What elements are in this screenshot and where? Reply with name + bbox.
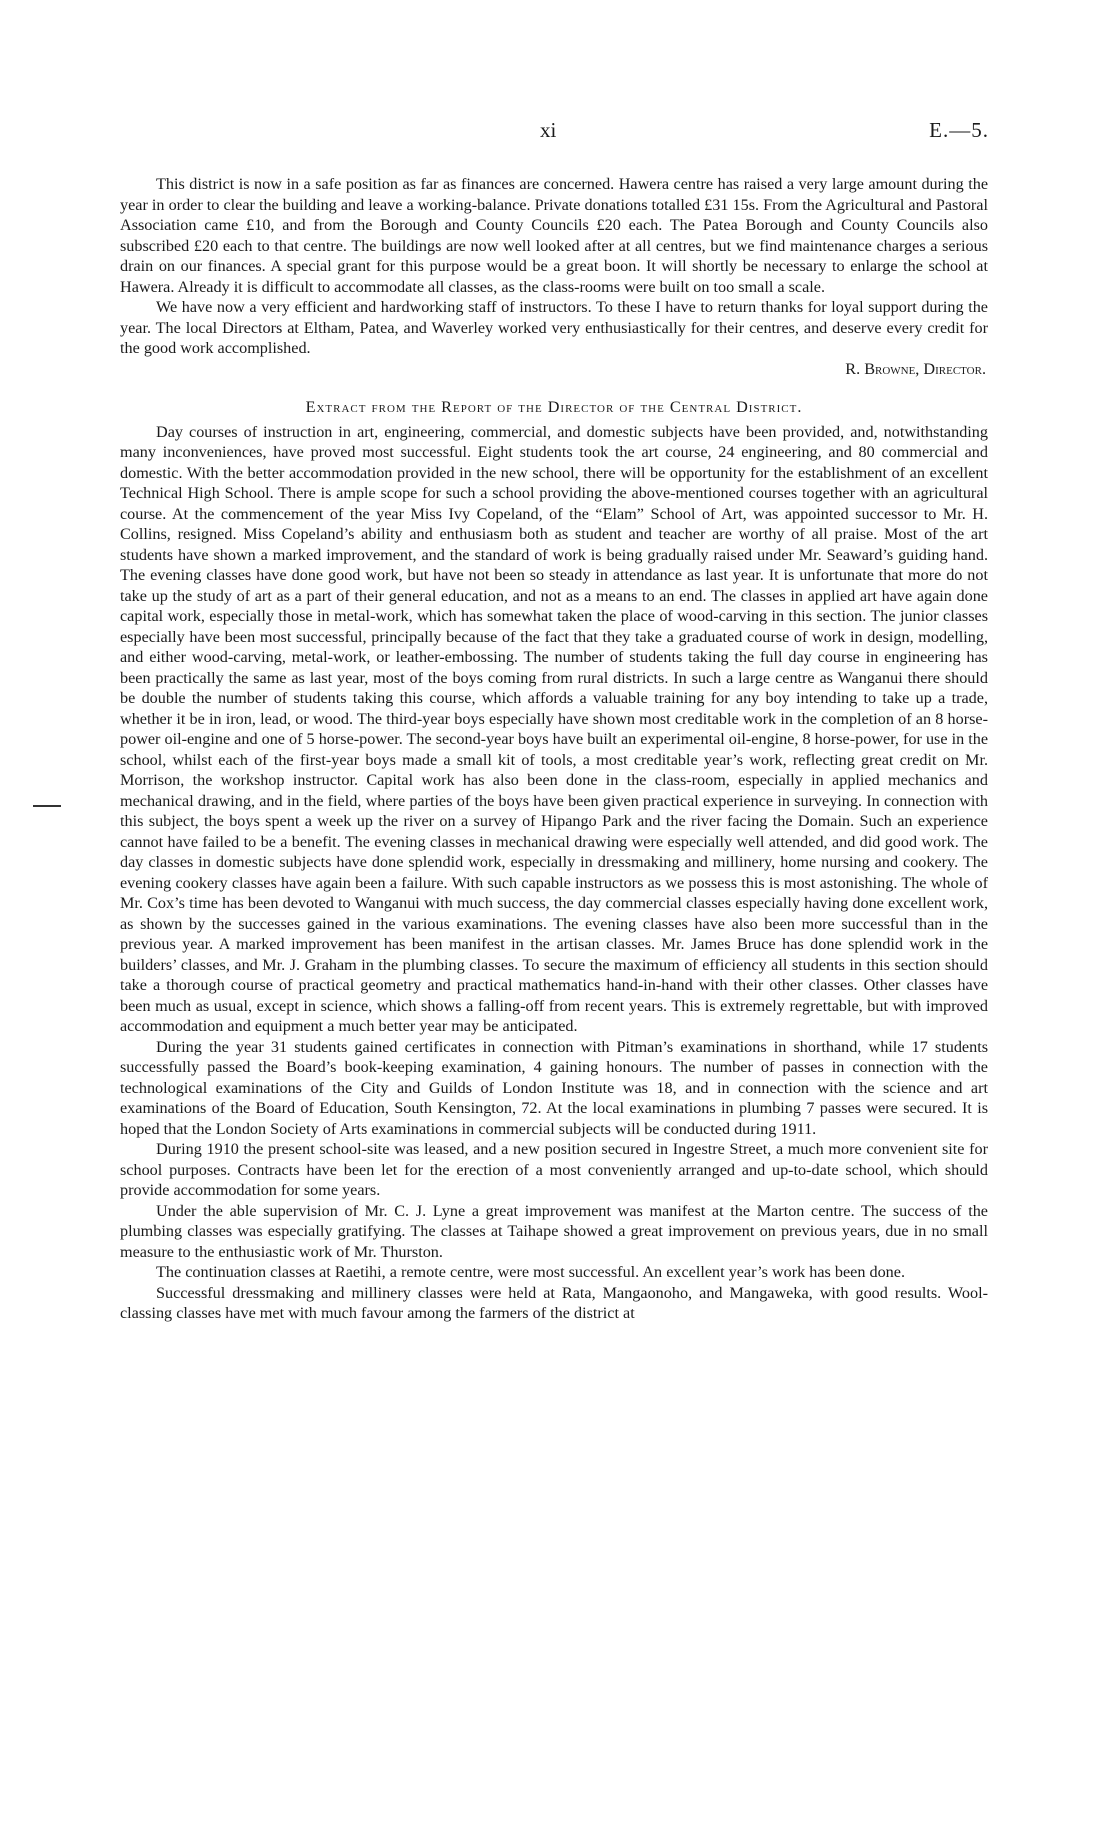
paragraph: Under the able supervision of Mr. C. J. Lyne a great improvement was manifest at the Marton centre. The success of the plumbing classes was especially gratifying. The classes at Taihape showed a great improvement on previous years, due in no small measure to the enthusiastic work of Mr. Thurston.: [120, 1201, 988, 1261]
paragraph: During 1910 the present school-site was leased, and a new position secured in Ingestre Street, a much more convenient site for school purposes. Contracts have been let for the erection of a most conveniently arranged and up-to-date school, which should provide accommodation for some years.: [120, 1140, 988, 1199]
section-title: Extract from the Report of the Director of the Central District.: [305, 398, 803, 416]
paragraph: We have now a very efficient and hardworking staff of instructors. To these I have to return thanks for loyal support during the year. The local Directors at Eltham, Patea, and Waverley worked very enthusiastically for their centres, and deserve every credit for the good work accomplished.: [120, 298, 988, 357]
page-header: [0, 118, 1114, 144]
body-text: [120, 174, 988, 1324]
series-code: E.—5.: [929, 118, 989, 142]
margin-mark: [33, 805, 61, 807]
paragraph: The continuation classes at Raetihi, a remote centre, were most successful. An excellent year’s work has been done.: [156, 1263, 906, 1281]
signature: R. Browne, Director.: [845, 359, 986, 378]
paragraph: This district is now in a safe position as far as finances are concerned. Hawera centre has raised a very large amount during the year in order to clear the building and leave a working-balance. Private donations totalled £31 15s. From the Agricultural and Pastoral Association came £10, and from the Borough and County Councils £20 each. The Patea Borough and County Councils also subscribed £20 each to that centre. The buildings are now well looked after at all centres, but we find maintenance charges a serious drain on our finances. A special grant for this purpose would be a great boon. It will shortly be necessary to enlarge the school at Hawera. Already it is difficult to accommodate all classes, as the class-rooms were built on too small a scale.: [120, 175, 988, 296]
paragraph: Successful dressmaking and millinery classes were held at Rata, Mangaonoho, and Mangaweka, with good results. Wool-classing classes have met with much favour among the farmers of the district at: [120, 1283, 988, 1322]
page-number: xi: [540, 118, 557, 142]
paragraph: During the year 31 students gained certificates in connection with Pitman’s examinations in shorthand, while 17 students successfully passed the Board’s book-keeping examination, 4 gaining honours. The number of passes in connection with the technological examinations of the City and Guilds of London Institute was 18, and in connection with the science and art examinations of the Board of Education, South Kensington, 72. At the local examinations in plumbing 7 passes were secured. It is hoped that the London Society of Arts examinations in commercial subjects will be conducted during 1911.: [120, 1037, 988, 1138]
paragraph: Day courses of instruction in art, engineering, commercial, and domestic subjects have been provided, and, notwithstanding many inconveniences, have proved most successful. Eight students took the art course, 24 engineering, and 80 commercial and domestic. With the better accommodation provided in the new school, there will be opportunity for the establishment of an excellent Technical High School. There is ample scope for such a school providing the above-mentioned courses together with an agricultural course. At the commencement of the year Miss Ivy Copeland, of the “Elam” School of Art, was appointed successor to Mr. H. Collins, resigned. Miss Copeland’s ability and enthusiasm both as student and teacher are worthy of all praise. Most of the art students have shown a marked improvement, and the standard of work is being gradually raised under Mr. Seaward’s guiding hand. The evening classes have done good work, but have not been so steady in attendance as last year. It is unfortunate that more do not take up the study of art as a part of their general education, and not as a means to an end. The classes in applied art have again done capital work, especially those in metal-work, which has somewhat taken the place of wood-carving in this section. The junior classes especially have been most successful, principally because of the fact that they take a graduated course of work in design, modelling, and either wood-carving, metal-work, or leather-embossing. The number of students taking the full day course in engineering has been practically the same as last year, most of the boys coming from rural districts. In such a large centre as Wanganui there should be double the number of students taking this course, which affords a valuable training for any boy intending to take up a trade, whether it be in iron, lead, or wood. The third-year boys especially have shown most creditable work in the completion of an 8 horse-power oil-engine and one of 5 horse-power. The second-year boys have built an experimental oil-engine, 8 horse-power, for use in the school, whilst each of the first-year boys made a small kit of tools, a most creditable year’s work, reflecting great credit on Mr. Morrison, the workshop instructor. Capital work has also been done in the class-room, especially in applied mechanics and mechanical drawing, and in the field, where parties of the boys have been given practical experience in surveying. In connection with this subject, the boys spent a week up the river on a survey of Hipango Park and the river facing the Domain. Such an experience cannot have failed to be a benefit. The evening classes in mechanical drawing were especially well attended, and did good work. The day classes in domestic subjects have done splendid work, especially in dressmaking and millinery, home nursing and cookery. The evening cookery classes have again been a failure. With such capable instructors as we possess this is most astonishing. The whole of Mr. Cox’s time has been devoted to Wanganui with much success, the day commercial classes especially having done excellent work, as shown by the successes gained in the various examinations. The evening classes have also been more successful than in the previous year. A marked improvement has been manifest in the artisan classes. Mr. James Bruce has done splendid work in the builders’ classes, and Mr. J. Graham in the plumbing classes. To secure the maximum of efficiency all students in this section should take a thorough course of practical geometry and practical mathematics hand-in-hand with their other classes. Other classes have been much as usual, except in science, which shows a falling-off from recent years. This is extremely regrettable, but with improved accommodation and equipment a much better year may be anticipated.: [120, 422, 988, 1035]
